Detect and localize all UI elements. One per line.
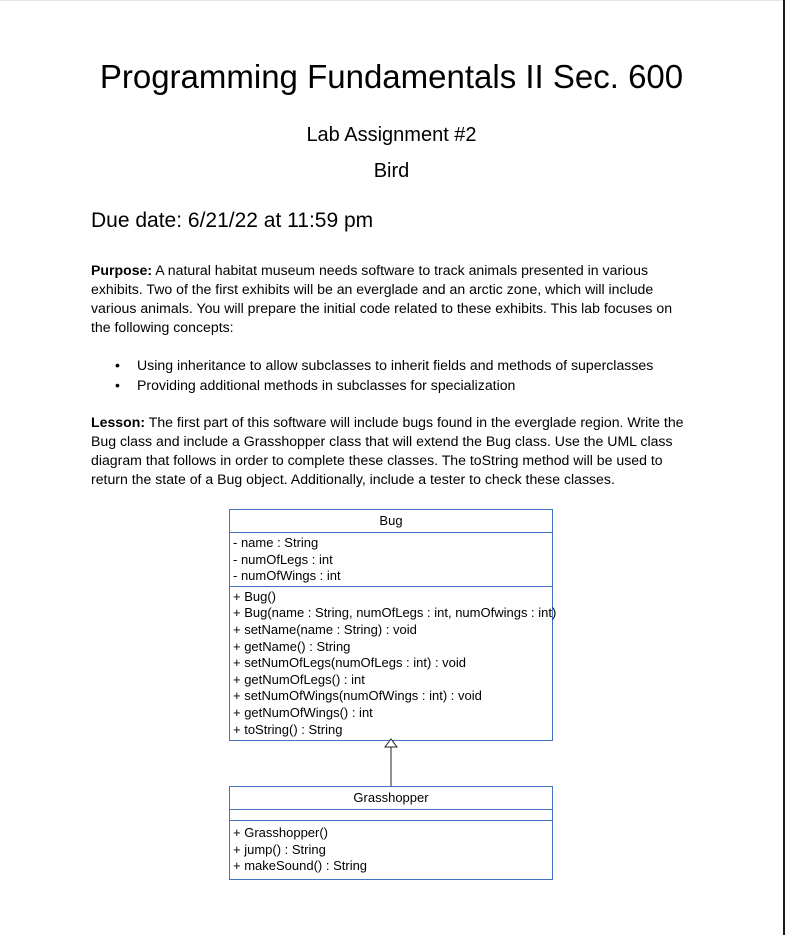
- uml-method: + Grasshopper(): [233, 825, 329, 840]
- bullet-icon: •: [115, 357, 120, 373]
- uml-method: + jump() : String: [233, 841, 326, 857]
- uml-method: + setName(name : String) : void: [233, 621, 417, 637]
- uml-method: + getNumOfLegs() : int: [233, 671, 365, 687]
- uml-bug-methods: [230, 586, 557, 740]
- bullet-icon: •: [115, 377, 120, 393]
- inheritance-arrow-icon: [381, 738, 401, 788]
- uml-grasshopper-name: Grasshopper: [230, 787, 552, 810]
- uml-bug-class: [229, 509, 557, 741]
- uml-field: - numOfLegs : int: [233, 551, 333, 567]
- bullet-text: Providing additional methods in subclasses for specialization: [137, 377, 516, 393]
- uml-bug-name: Bug: [230, 510, 552, 533]
- list-item: [91, 375, 653, 395]
- purpose-label: Purpose:: [91, 262, 153, 278]
- uml-method: + setNumOfWings(numOfWings : int) : void: [233, 688, 482, 704]
- lesson-text: The first part of this software will include bugs found in the everglade region. Write the Bug class and include a Grasshopper class that will extend the Bug class. Use the UML class diagram that follows in order to complete these classes. The toString method will be used to return the state of a Bug object. Additionally, include a tester to check these classes.: [91, 414, 684, 487]
- uml-method: + Bug(): [233, 588, 276, 604]
- uml-method: + getNumOfWings() : int: [233, 704, 373, 720]
- uml-method: + getName() : String: [233, 638, 351, 654]
- page-top-edge: [0, 0, 783, 1]
- purpose-text: A natural habitat museum needs software to track animals presented in various exhibits. Two of the first exhibits will be an everglade and an arctic zone, which will include various animals. You will prepare the initial code related to these exhibits. This lab focuses on the following concepts:: [91, 262, 673, 335]
- uml-method: + Bug(name : String, numOfLegs : int, numOfwings : int): [233, 605, 557, 621]
- uml-bug-fields: [230, 533, 552, 586]
- uml-field: - name : String: [233, 535, 319, 550]
- lab-topic: Bird: [373, 160, 410, 182]
- uml-grasshopper-class: [229, 786, 553, 880]
- uml-method: + setNumOfLegs(numOfLegs : int) : void: [233, 655, 467, 671]
- uml-method: + makeSound() : String: [233, 858, 368, 874]
- lesson-label: Lesson:: [91, 414, 146, 430]
- uml-grasshopper-methods: [230, 820, 552, 879]
- lesson-paragraph: [91, 413, 691, 489]
- uml-grasshopper-fields: [230, 810, 552, 820]
- page-title: Programming Fundamentals II Sec. 600: [99, 58, 684, 95]
- due-date: Due date: 6/21/22 at 11:59 pm: [91, 209, 374, 232]
- concepts-list: [91, 355, 653, 395]
- bullet-text: Using inheritance to allow subclasses to inherit fields and methods of superclasses: [137, 357, 654, 373]
- uml-method: + toString() : String: [233, 721, 343, 737]
- list-item: [91, 355, 653, 375]
- lab-number: Lab Assignment #2: [306, 124, 477, 146]
- purpose-paragraph: [91, 261, 691, 337]
- uml-field: - numOfWings : int: [233, 568, 341, 584]
